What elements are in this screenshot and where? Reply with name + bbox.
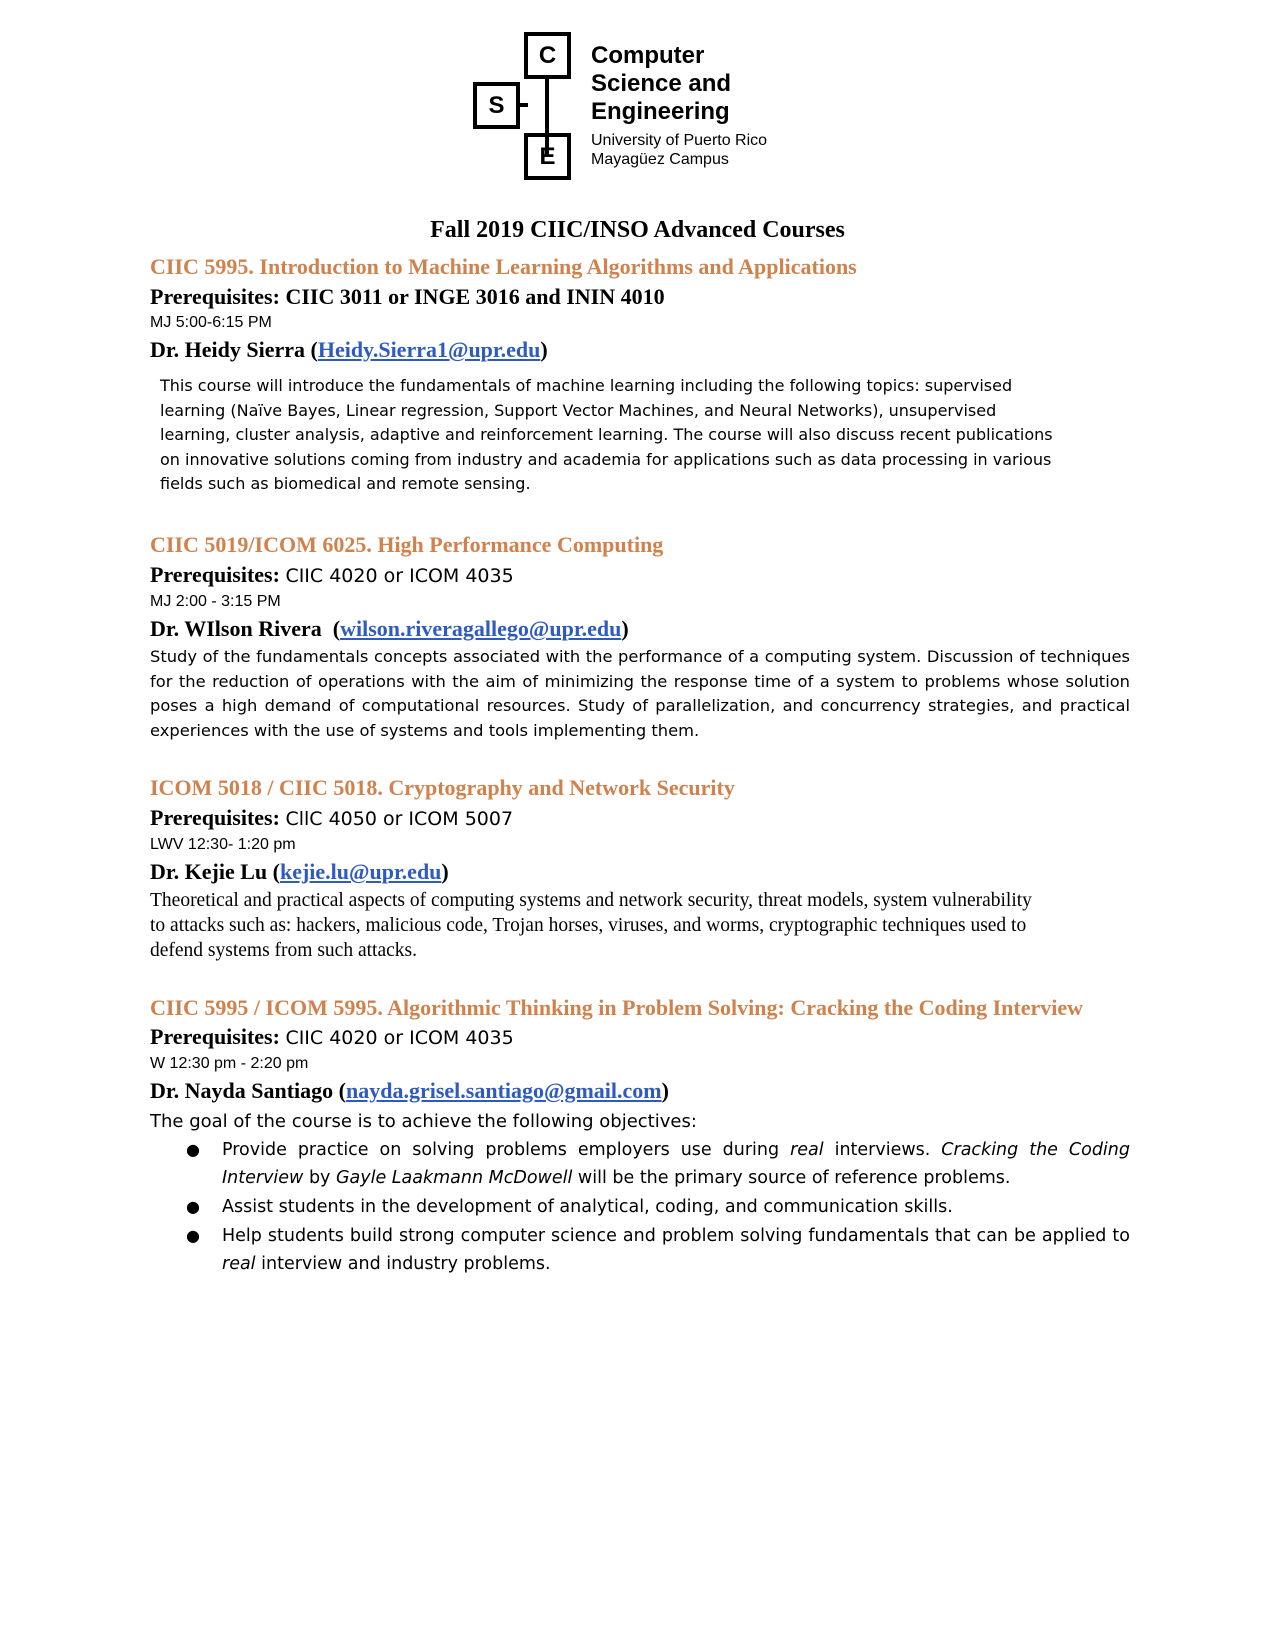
logo-letter-c: C [524, 32, 571, 79]
book-title: Cracking the Coding Interview [222, 1140, 1130, 1188]
course-title: CIIC 5019/ICOM 6025. High Performance Computing [150, 532, 664, 557]
course-section-hpc [150, 530, 1130, 743]
course-schedule: W 12:30 pm - 2:20 pm [150, 1055, 309, 1072]
instructor-email-link[interactable]: wilson.riveragallego@upr.edu [340, 616, 622, 641]
objective-text: Provide practice on solving problems employers use during [222, 1140, 791, 1160]
course-prerequisites [150, 560, 1130, 591]
course-description: Theoretical and practical aspects of computing systems and network security, threat models, system vulnerability to attacks such as: hackers, malicious code, Trojan horses, viruses, and worms, cryptographic techniques used to defend systems from such attacks. [150, 890, 1032, 961]
logo-letter-e: E [524, 133, 571, 180]
bullet-icon: ● [186, 1140, 200, 1159]
objective-emphasis: real [790, 1140, 824, 1160]
objective-item [186, 1222, 1130, 1278]
prereq-label: Prerequisites: [150, 284, 280, 309]
prereq-label: Prerequisites: [150, 562, 280, 587]
course-schedule: MJ 2:00 - 3:15 PM [150, 593, 281, 610]
course-instructor: Dr. Heidy Sierra (Heidy.Sierra1@upr.edu) [150, 337, 548, 362]
course-section-ml [150, 252, 1130, 497]
logo-letter-s: S [473, 82, 520, 129]
objectives-list [150, 1136, 1130, 1278]
course-instructor: Dr. Nayda Santiago (nayda.grisel.santiago@gmail.com) [150, 1078, 669, 1103]
course-prerequisites [150, 1022, 1130, 1053]
logo-campus [591, 131, 767, 169]
instructor-name: Dr. Heidy Sierra [150, 337, 305, 362]
logo-name-line: Science and [591, 70, 732, 97]
instructor-name: Dr. Kejie Lu [150, 859, 268, 884]
cse-logo [469, 30, 829, 190]
course-section-algorithmic [150, 993, 1130, 1279]
logo-name-line: Computer [591, 42, 705, 69]
course-title: CIIC 5995. Introduction to Machine Learning Algorithms and Applications [150, 254, 857, 279]
bullet-icon: ● [186, 1197, 200, 1216]
course-title: CIIC 5995 / ICOM 5995. Algorithmic Thinking in Problem Solving: Cracking the Coding Interview [150, 995, 1084, 1020]
course-prerequisites [150, 803, 1130, 834]
prereq-label: Prerequisites: [150, 805, 280, 830]
prereq-value: CllC 4050 or ICOM 5007 [285, 808, 514, 830]
instructor-name: Dr. WIlson Rivera [150, 616, 322, 641]
course-section-crypto [150, 773, 1130, 963]
logo-campus-line: Mayagüez Campus [591, 151, 729, 168]
objective-item [186, 1193, 1130, 1221]
objective-text: will be the primary source of reference problems. [572, 1168, 1011, 1188]
prereq-value: CIIC 4020 or ICOM 4035 [285, 565, 514, 587]
logo-department-name [591, 42, 731, 126]
instructor-email-link[interactable]: kejie.lu@upr.edu [279, 859, 442, 884]
course-description: Study of the fundamentals concepts associated with the performance of a computing system. Discussion of techniques for the reduction of operations with the aim of minimizing the response time of a system to problems whose solution poses a high demand of computational resources. Study of parallelization, and concurrency strategies, and practical experiences with the use of systems and tools implementing them. [150, 647, 1130, 740]
document-title: Fall 2019 CIIC/INSO Advanced Courses [430, 217, 845, 243]
objective-text: interviews. [823, 1140, 942, 1160]
course-schedule: MJ 5:00-6:15 PM [150, 314, 272, 331]
bullet-icon: ● [186, 1226, 200, 1245]
logo-campus-line: University of Puerto Rico [591, 132, 768, 149]
course-description: This course will introduce the fundamentals of machine learning including the following topics: supervised learning (Naïve Bayes, Linear regression, Support Vector Machines, and Neural Networks), unsupervised learning, cluster analysis, adaptive and reinforcement learning. The course will also discuss recent publications on innovative solutions coming from industry and academia for applications such as data processing in various fields such as biomedical and remote sensing. [160, 376, 1053, 493]
book-author: Gayle Laakmann McDowell [335, 1168, 573, 1188]
course-title: ICOM 5018 / CIIC 5018. Cryptography and Network Security [150, 775, 735, 800]
logo-name-line: Engineering [591, 98, 730, 125]
instructor-name: Dr. Nayda Santiago [150, 1078, 334, 1103]
objective-text: interview and industry problems. [255, 1254, 551, 1274]
course-prerequisites [150, 282, 1130, 312]
objective-emphasis: real [222, 1254, 256, 1274]
course-schedule: LWV 12:30- 1:20 pm [150, 836, 296, 853]
objectives-lead: The goal of the course is to achieve the following objectives: [150, 1111, 697, 1132]
objective-text: by [303, 1168, 336, 1188]
prereq-value: CIIC 3011 or INGE 3016 and ININ 4010 [285, 284, 665, 309]
instructor-email-link[interactable]: Heidy.Sierra1@upr.edu [317, 337, 541, 362]
course-instructor: Dr. WIlson Rivera (wilson.riveragallego@upr.edu) [150, 616, 629, 641]
objective-text: Assist students in the development of analytical, coding, and communication skills. [222, 1197, 953, 1217]
prereq-value: CIIC 4020 or ICOM 4035 [285, 1027, 514, 1049]
instructor-email-link[interactable]: nayda.grisel.santiago@gmail.com [346, 1078, 662, 1103]
objective-item [186, 1136, 1130, 1192]
objective-text: Help students build strong computer science and problem solving fundamentals that can be applied to [222, 1226, 1130, 1246]
course-instructor: Dr. Kejie Lu (kejie.lu@upr.edu) [150, 859, 449, 884]
prereq-label: Prerequisites: [150, 1024, 280, 1049]
